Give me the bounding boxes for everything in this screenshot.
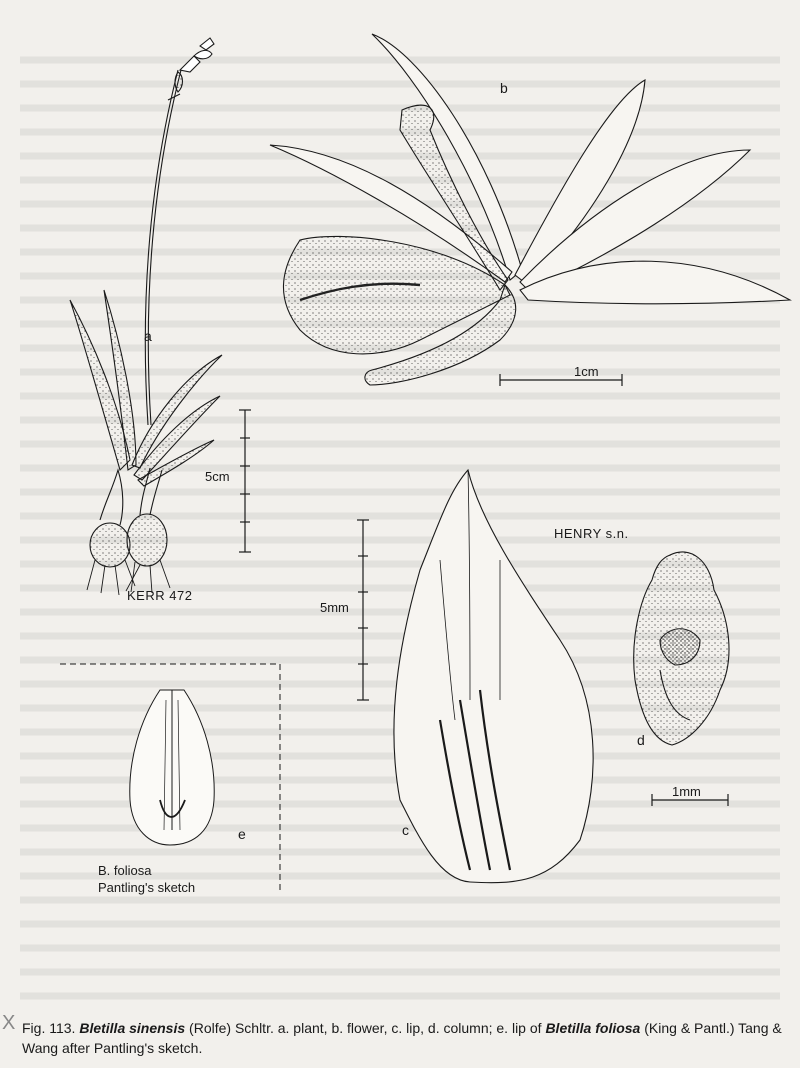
caption-text-2: (King & Pantl.) Tang & Wang after Pantling's sketch. bbox=[22, 1020, 782, 1056]
lip-sketch-e bbox=[60, 664, 280, 890]
specimen-henry: HENRY s.n. bbox=[554, 526, 629, 541]
caption-text-1: (Rolfe) Schltr. a. plant, b. flower, c. lip, d. column; e. lip of bbox=[185, 1020, 546, 1036]
scale-label-5cm: 5cm bbox=[205, 469, 230, 484]
scale-label-1mm: 1mm bbox=[672, 784, 701, 799]
caption-species: Bletilla sinensis bbox=[79, 1020, 186, 1036]
figure-caption bbox=[22, 1018, 790, 1058]
label-d: d bbox=[637, 732, 645, 748]
column-drawing-d bbox=[634, 552, 729, 745]
specimen-kerr: KERR 472 bbox=[127, 588, 193, 603]
scale-bar-5cm bbox=[239, 410, 251, 552]
flower-drawing-b bbox=[270, 34, 790, 385]
label-c: c bbox=[402, 822, 409, 838]
sketch-note bbox=[98, 862, 195, 896]
caption-fig-no: Fig. 113. bbox=[22, 1020, 76, 1036]
scale-label-1cm: 1cm bbox=[574, 364, 599, 379]
margin-pencil-mark: X bbox=[2, 1012, 16, 1034]
label-e: e bbox=[238, 826, 246, 842]
scale-label-5mm: 5mm bbox=[320, 600, 349, 615]
sketch-note-source: Pantling's sketch bbox=[98, 880, 196, 895]
plant-drawing-a bbox=[70, 38, 222, 595]
label-b: b bbox=[500, 80, 508, 96]
scale-bar-5mm bbox=[357, 520, 369, 700]
scale-bar-1cm bbox=[500, 374, 622, 386]
label-a: a bbox=[144, 328, 152, 344]
sketch-note-name: B. foliosa bbox=[98, 863, 152, 878]
caption-species-2: Bletilla foliosa bbox=[545, 1020, 641, 1036]
